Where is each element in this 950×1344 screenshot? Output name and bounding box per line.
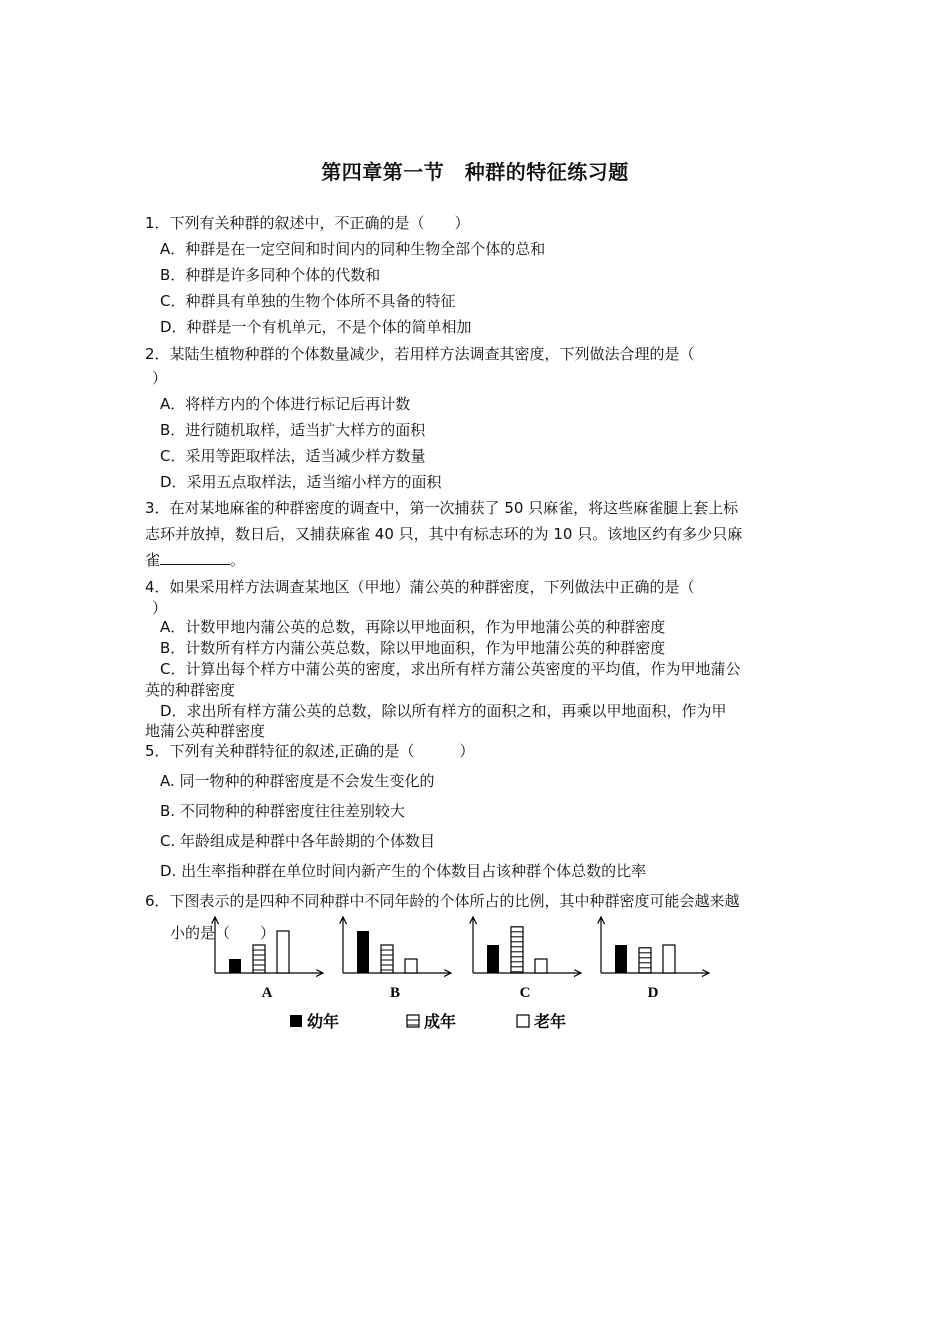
category-label-b: B bbox=[389, 985, 401, 1001]
bar-c-adult bbox=[511, 927, 523, 973]
chart-panel-a bbox=[215, 917, 323, 1001]
legend-item-juvenile bbox=[290, 1012, 339, 1031]
bar-a-old bbox=[277, 931, 289, 973]
question-3-text-after-blank: 。 bbox=[230, 551, 246, 569]
question-1-option-a: A．种群是在一定空间和时间内的同种生物全部个体的总和 bbox=[160, 240, 546, 258]
legend-item-adult bbox=[407, 1012, 456, 1031]
bar-b-juvenile bbox=[357, 931, 369, 973]
question-3-line-2: 志环并放掉，数日后，又捕获麻雀 40 只，其中有标志环的为 10 只。该地区约有多少只麻 bbox=[145, 525, 743, 543]
question-5-stem: 5．下列有关种群特征的叙述,正确的是（ ） bbox=[145, 742, 475, 760]
bar-a-adult bbox=[253, 945, 265, 973]
chart-panel-c bbox=[473, 917, 581, 1001]
question-4-option-b: B．计数所有样方内蒲公英总数，除以甲地面积，作为甲地蒲公英的种群密度 bbox=[160, 639, 666, 657]
page-title: 第四章第一节 种群的特征练习题 bbox=[321, 160, 629, 184]
question-2-option-a: A．将样方内的个体进行标记后再计数 bbox=[160, 395, 411, 413]
category-label-c: C bbox=[519, 985, 531, 1001]
legend-swatch bbox=[290, 1015, 302, 1027]
legend-label: 幼年 bbox=[307, 1014, 340, 1031]
legend-label: 成年 bbox=[424, 1014, 457, 1031]
question-1-stem: 1．下列有关种群的叙述中，不正确的是（ ） bbox=[145, 214, 470, 232]
bar-d-adult bbox=[639, 948, 651, 973]
question-5-option-a: A. 同一物种的种群密度是不会发生变化的 bbox=[160, 772, 435, 790]
question-2-option-c: C．采用等距取样法，适当减少样方数量 bbox=[160, 447, 426, 465]
question-6-line-2: 小的是（ ） bbox=[170, 924, 276, 942]
legend-swatch bbox=[407, 1015, 419, 1027]
question-5-option-c: C. 年龄组成是种群中各年龄期的个体数目 bbox=[160, 832, 436, 850]
bar-c-juvenile bbox=[487, 945, 499, 973]
answer-blank[interactable] bbox=[160, 550, 230, 565]
question-2-option-d: D．采用五点取样法，适当缩小样方的面积 bbox=[160, 473, 442, 491]
chart-panel-b bbox=[343, 917, 451, 1001]
question-4-option-d-line-1: D．求出所有样方蒲公英的总数，除以所有样方的面积之和，再乘以甲地面积，作为甲 bbox=[160, 702, 727, 720]
bar-b-old bbox=[405, 959, 417, 973]
bar-c-old bbox=[535, 959, 547, 973]
age-structure-chart bbox=[205, 915, 725, 1044]
question-1-option-c: C．种群具有单独的生物个体所不具备的特征 bbox=[160, 292, 456, 310]
bar-b-adult bbox=[381, 945, 393, 973]
question-6-line-1: 6．下图表示的是四种不同种群中不同年龄的个体所占的比例，其中种群密度可能会越来越 bbox=[145, 892, 740, 910]
bar-d-old bbox=[663, 945, 675, 973]
question-1-option-d: D．种群是一个有机单元，不是个体的简单相加 bbox=[160, 318, 472, 336]
question-4-option-c-line-2: 英的种群密度 bbox=[145, 681, 236, 699]
question-2-option-b: B．进行随机取样，适当扩大样方的面积 bbox=[160, 421, 426, 439]
chart-panel-d bbox=[601, 917, 709, 1001]
question-4-stem: 4．如果采用样方法调查某地区（甲地）蒲公英的种群密度，下列做法中正确的是（ bbox=[145, 578, 695, 596]
question-4-option-c-line-1: C．计算出每个样方中蒲公英的密度，求出所有样方蒲公英密度的平均值，作为甲地蒲公 bbox=[160, 660, 741, 678]
legend-item-old bbox=[517, 1012, 566, 1031]
bar-d-juvenile bbox=[615, 945, 627, 973]
bar-a-juvenile bbox=[229, 959, 241, 973]
question-5-option-d: D. 出生率指种群在单位时间内新产生的个体数目占该种群个体总数的比率 bbox=[160, 862, 647, 880]
question-2-stem: 2．某陆生植物种群的个体数量减少，若用样方法调查其密度，下列做法合理的是（ bbox=[145, 345, 695, 363]
legend-label: 老年 bbox=[534, 1014, 567, 1031]
age-structure-svg bbox=[205, 915, 725, 1040]
question-4-stem-close: ） bbox=[152, 599, 168, 617]
question-3-line-3 bbox=[145, 549, 245, 571]
question-4-option-d-line-2: 地蒲公英种群密度 bbox=[145, 722, 266, 740]
category-label-d: D bbox=[647, 985, 659, 1001]
question-2-stem-close: ） bbox=[152, 369, 168, 387]
legend-swatch bbox=[517, 1015, 529, 1027]
category-label-a: A bbox=[261, 985, 273, 1001]
question-5-option-b: B. 不同物种的种群密度往往差别较大 bbox=[160, 802, 405, 820]
question-3-line-1: 3．在对某地麻雀的种群密度的调查中，第一次捕获了 50 只麻雀，将这些麻雀腿上套上标 bbox=[145, 499, 739, 517]
question-4-option-a: A．计数甲地内蒲公英的总数，再除以甲地面积，作为甲地蒲公英的种群密度 bbox=[160, 618, 666, 636]
question-1-option-b: B．种群是许多同种个体的代数和 bbox=[160, 266, 381, 284]
question-3-text-before-blank: 雀 bbox=[145, 551, 161, 569]
